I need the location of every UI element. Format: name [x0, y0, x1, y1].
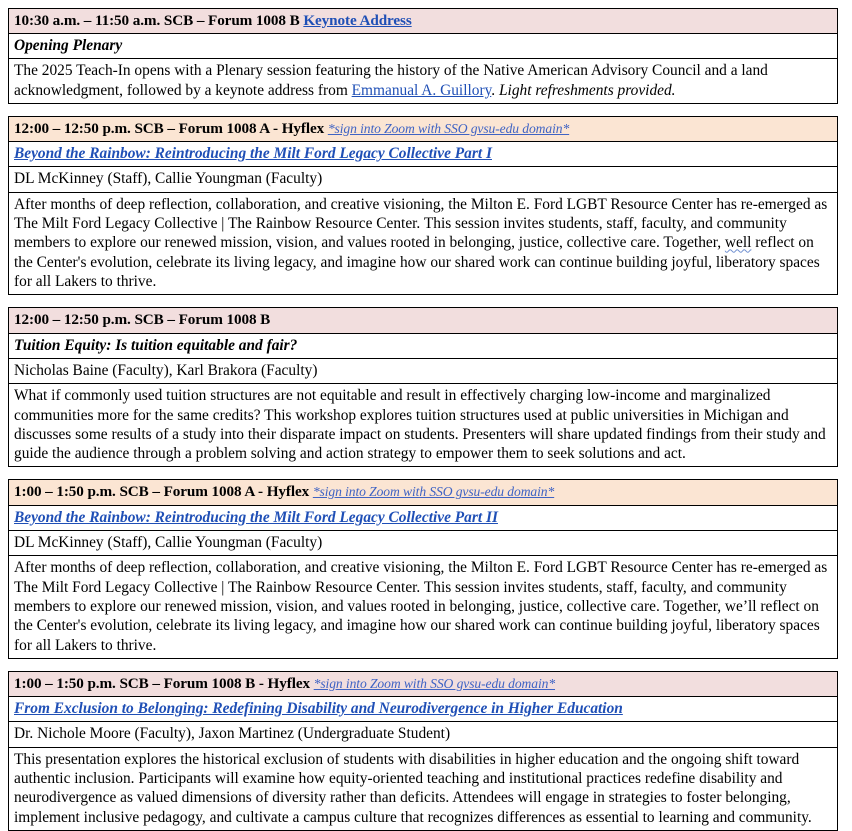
session-description-cell: [9, 384, 838, 467]
session-header-row: [9, 9, 838, 34]
session-description-cell: [9, 59, 838, 104]
session-header-row: [9, 480, 838, 505]
keynote-speaker-link[interactable]: Emmanual A. Guillory: [351, 81, 492, 99]
session-time-location: 1:00 – 1:50 p.m. SCB – Forum 1008 A - Hyflex: [14, 483, 313, 501]
session-time-location-cell: [9, 671, 838, 696]
session-title-link[interactable]: Beyond the Rainbow: Reintroducing the Milt Ford Legacy Collective Part II: [14, 508, 498, 526]
session-description-row: [9, 59, 838, 104]
grammar-flagged-word: well: [724, 234, 752, 252]
session-description-mid: .: [491, 81, 499, 99]
session-header-row: [9, 117, 838, 142]
session-title-link[interactable]: From Exclusion to Belonging: Redefining Disability and Neurodivergence in Higher Education: [14, 699, 623, 717]
session-presenters-row: [9, 722, 838, 747]
session-description-row: [9, 192, 838, 295]
session-description: This presentation explores the historical exclusion of students with disabilities in higher education and the ongoing shift toward authentic inclusion. Participants will examine how equity-oriented teaching and institutional practices redefine disability and neurodivergence as valued dimensions of diversity rather than deficits. Attendees will engage in strategies to foster belonging, implement inclusive pedagogy, and cultivate a campus culture that recognizes differences as essential to learning and community.: [14, 750, 812, 826]
session-title-row: [9, 34, 838, 59]
session-header-row: [9, 671, 838, 696]
keynote-address-link[interactable]: Keynote Address: [303, 12, 412, 29]
session-time-location-cell: [9, 117, 838, 142]
session-description: After months of deep reflection, collaboration, and creative visioning, the Milton E. Ford LGBT Resource Center has re-emerged as The Milt Ford Legacy Collective | The Rainbow Resource Center. This session invites students, staff, faculty, and community members to explore our renewed mission, vision, and values rooted in belonging, justice, collective care. Together, we’ll reflect on the Center's evolution, celebrate its living legacy, and imagine how our shared work can continue building joyful, liberatory spaces for all Lakers to thrive.: [14, 559, 828, 654]
session-description-pre: The 2025 Teach-In opens with a Plenary session featuring the history of the Native American Advisory Council and a land acknowledgment, followed by a keynote address from: [14, 62, 768, 99]
session-presenters-cell: [9, 358, 838, 383]
session-time-location-cell: [9, 480, 838, 505]
session-presenters-row: [9, 358, 838, 383]
session-title-cell: [9, 333, 838, 358]
session-presenters-row: [9, 167, 838, 192]
session-presenters: DL McKinney (Staff), Callie Youngman (Faculty): [14, 533, 323, 551]
session-time-location: 12:00 – 12:50 p.m. SCB – Forum 1008 A - Hyflex: [14, 120, 328, 138]
session-block-tuition-equity: [8, 307, 838, 467]
session-title-cell: [9, 696, 838, 721]
session-description-cell: [9, 556, 838, 659]
zoom-sso-note-link[interactable]: *sign into Zoom with SSO gvsu-edu domain*: [312, 484, 555, 500]
session-title-row: [9, 505, 838, 530]
session-description-pre: After months of deep reflection, collaboration, and creative visioning, the Milton E. Ford LGBT Resource Center has re-emerged as The Milt Ford Legacy Collective | The Rainbow Resource Center. This session invites students, staff, faculty, and community members to explore our renewed mission, vision, and values rooted in belonging, justice, collective care. Together,: [14, 195, 828, 252]
session-title-row: [9, 333, 838, 358]
session-block-keynote-address: [8, 8, 838, 104]
session-time-location-cell: [9, 308, 838, 333]
session-description-row: [9, 747, 838, 830]
session-presenters-cell: [9, 530, 838, 555]
session-header-row: [9, 308, 838, 333]
session-description-note: Light refreshments provided.: [498, 81, 676, 99]
session-description-cell: [9, 747, 838, 830]
session-block-from-exclusion-to-belonging: [8, 671, 838, 831]
session-presenters: Dr. Nichole Moore (Faculty), Jaxon Martinez (Undergraduate Student): [14, 725, 451, 743]
session-title: Opening Plenary: [14, 37, 123, 55]
session-title: Tuition Equity: Is tuition equitable and fair?: [14, 336, 298, 354]
session-block-beyond-the-rainbow-part-2: [8, 479, 838, 658]
session-description: What if commonly used tuition structures are not equitable and result in effectively charging low-income and marginalized communities more for the same credits? This workshop explores tuition structures used at public universities in Michigan and discusses some results of a study into their disparate impact on students. Presenters will share updated findings from their study and guide the audience through a problem solving and action strategy to empower them to seek solutions and act.: [14, 387, 826, 463]
session-time-location: 1:00 – 1:50 p.m. SCB – Forum 1008 B - Hyflex: [14, 674, 314, 692]
session-description-post: reflect on the Center's evolution, celebrate its living legacy, and imagine how our shared work can continue building joyful, liberatory spaces for all Lakers to thrive.: [14, 234, 820, 291]
zoom-sso-note-link[interactable]: *sign into Zoom with SSO gvsu-edu domain*: [313, 675, 556, 691]
session-title-cell: [9, 505, 838, 530]
session-title-link[interactable]: Beyond the Rainbow: Reintroducing the Milt Ford Legacy Collective Part I: [14, 145, 492, 163]
session-title-cell: [9, 142, 838, 167]
zoom-sso-note-link[interactable]: *sign into Zoom with SSO gvsu-edu domain*: [327, 121, 570, 137]
session-block-beyond-the-rainbow-part-1: [8, 116, 838, 295]
session-presenters: Nicholas Baine (Faculty), Karl Brakora (Faculty): [14, 361, 318, 379]
session-description-cell: [9, 192, 838, 295]
session-time-location: 12:00 – 12:50 p.m. SCB – Forum 1008 B: [14, 311, 271, 329]
session-description-row: [9, 556, 838, 659]
session-title-row: [9, 142, 838, 167]
session-time-location-cell: [9, 9, 838, 34]
session-presenters: DL McKinney (Staff), Callie Youngman (Faculty): [14, 170, 323, 188]
session-title-cell: [9, 34, 838, 59]
session-presenters-cell: [9, 167, 838, 192]
session-presenters-row: [9, 530, 838, 555]
session-time-location: 10:30 a.m. – 11:50 a.m. SCB – Forum 1008 B: [14, 12, 304, 29]
session-description-row: [9, 384, 838, 467]
session-presenters-cell: [9, 722, 838, 747]
session-title-row: [9, 696, 838, 721]
